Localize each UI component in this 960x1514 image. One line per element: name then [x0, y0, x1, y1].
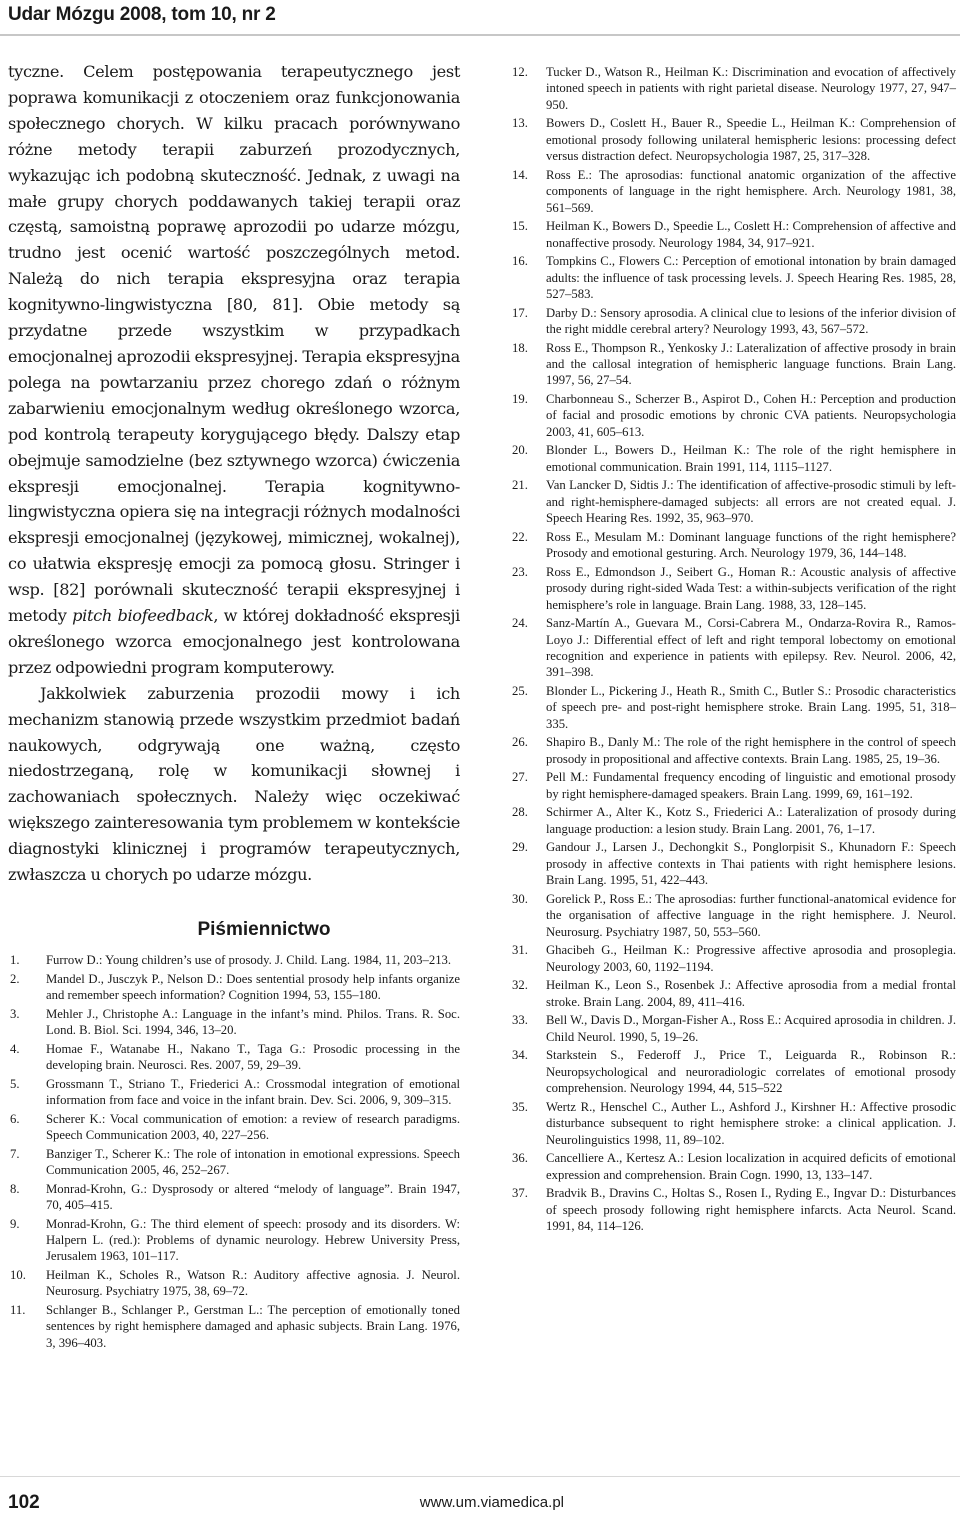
reference-text: Darby D.: Sensory aprosodia. A clinical clue to lesions of the inferior division of the right middle cerebral artery? Neurology 1993, 43, 567–572. — [546, 305, 956, 337]
reference-item — [8, 1267, 460, 1300]
reference-item — [512, 734, 956, 767]
footer-url[interactable]: www.um.viamedica.pl — [419, 1494, 564, 1511]
reference-item — [512, 64, 956, 113]
reference-text: Blonder L., Pickering J., Heath R., Smith C., Butler S.: Prosodic characteristics of speech pre- and post-right hemisphere stroke. Brain Lang. 1995, 51, 318–335. — [546, 684, 956, 731]
reference-item — [8, 971, 460, 1004]
reference-item — [512, 977, 956, 1010]
reference-item — [512, 615, 956, 681]
reference-item — [512, 891, 956, 940]
reference-item — [8, 1006, 460, 1039]
reference-item — [512, 839, 956, 888]
reference-text: Sanz-Martín A., Guevara M., Corsi-Cabrera M., Ondarza-Rovira R., Ramos-Loyo J.: Differential effect of left and right temporal lobectomy on emotional recognition and experience in patients with epilepsy. Rev. Neurol. 2006, 42, 391–398. — [546, 616, 956, 680]
reference-number: 30. — [512, 891, 528, 906]
reference-text: Bradvik B., Dravins C., Holtas S., Rosen I., Ryding E., Ingvar D.: Disturbances of speech prosody following right hemisphere infarcts. Acta Neurol. Scand. 1991, 84, 114–126. — [546, 1186, 956, 1233]
reference-text: Bell W., Davis D., Morgan-Fisher A., Ross E.: Acquired aprosodia in children. J. Child Neurol. 1990, 5, 19–26. — [546, 1013, 956, 1044]
reference-text: Wertz R., Henschel C., Auther L., Ashford J., Kirshner H.: Affective prosodic disturbance subsequent to right hemisphere stroke: a clinical application. J. Neurolinguistics 1998, 11, 89–102. — [546, 1099, 956, 1147]
reference-text: Tucker D., Watson R., Heilman K.: Discrimination and evocation of affectively intoned speech in patients with right parietal disease. Neurology 1977, 27, 947–950. — [546, 65, 956, 112]
reference-text: Monrad-Krohn, G.: The third element of speech: prosody and its disorders. W: Halpern L. (red.): Problems of dynamic neurology. Hebrew University Press, Jerusalem 1963, 101–117. — [46, 1216, 460, 1264]
reference-text: Gandour J., Larsen J., Dechongkit S., Ponglorpisit S., Khunadorn F.: Speech prosody in affective contexts in Thai patients with right hemisphere lesions. Brain Lang. 1995, 51, 422–443. — [546, 840, 956, 888]
reference-number: 34. — [512, 1048, 528, 1063]
reference-text: Charbonneau S., Scherzer B., Aspirot D., Cohen H.: Perception and production of facial and prosodic emotions by chronic CVA patients. Neuropsychologia 2003, 41, 605–613. — [546, 392, 956, 439]
reference-item — [512, 1099, 956, 1148]
reference-number: 10. — [10, 1268, 26, 1282]
para1-run-italic: pitch biofeedback — [72, 606, 214, 626]
reference-item — [512, 1150, 956, 1183]
reference-text: Ross E., Mesulam M.: Dominant language functions of the right hemisphere? Prosody and emotional gesturing. Arch. Neurology 1979, 36, 144–148. — [546, 529, 956, 561]
reference-text: Shapiro B., Danly M.: The role of the right hemisphere in the control of speech prosody in propositional and affective contexts. Brain Lang. 1985, 25, 19–36. — [546, 735, 956, 766]
reference-number: 3. — [10, 1006, 20, 1021]
reference-number: 35. — [512, 1099, 528, 1114]
reference-item — [512, 253, 956, 302]
reference-text: Heilman K., Leon S., Rosenbek J.: Affective aprosodia from a medial frontal stroke. Brain Lang. 2004, 89, 411–416. — [546, 978, 956, 1009]
para1-run-1: tyczne. Celem postępowania terapeutycznego jest poprawa komunikacji z otoczeniem oraz funkcjonowania społecznego chorych. W kilku pracach porównywano różne metody terapii zaburzeń prozodycznych, wykazując ich podobną skuteczność. Jednak, z uwagi na małe grupy chorych poddawanych takiej terapii oraz częstą, samoistną poprawę aprozodii po udarze mózgu, trudno jest ocenić wartość poszczególnych metod. Należą do nich terapia ekspresyjna oraz terapia kognitywno-lingwistyczna [80, 81]. Obie metody są przydatne przede wszystkim w przypadkach emocjonalnej aprozodii ekspresyjnej. Terapia ekspresyjna polega na powtarzaniu przez chorego zdań o różnym zabarwieniu emocjonalnym według określonego wzorca, pod kontrolą terapeuty korygującego błędy. Dalszy etap obejmuje samodzielne (bez sztywnego wzorca) ćwiczenia ekspresji emocjonalnej. Terapia kognitywno-lingwistyczna opiera się na integracji różnych modalności ekspresji emocjonalnej (językowej, mimicznej, wokalnej), co ułatwia ekspresję emocji za pomocą głosu. Stringer i wsp. [82] porównali skuteczność terapii ekspresyjnej i metody — [8, 62, 460, 626]
reference-text: Ross E., Edmondson J., Seibert G., Homan R.: Acoustic analysis of affective prosody during right-sided Wada Test: a within-subjects verification of the right hemisphere’s role in language. Brain Lang. 1988, 33, 128–145. — [546, 564, 956, 612]
reference-number: 24. — [512, 616, 528, 631]
reference-text: Tompkins C., Flowers C.: Perception of emotional intonation by brain damaged adults: the influence of task processing levels. J. Speech Hearing Res. 1985, 28, 527–583. — [546, 254, 956, 302]
reference-item — [512, 683, 956, 732]
references-heading: Piśmiennictwo — [197, 919, 331, 940]
reference-number: 32. — [512, 978, 528, 993]
reference-item — [8, 1041, 460, 1074]
page-number: 102 — [8, 1492, 40, 1513]
reference-number: 37. — [512, 1186, 528, 1201]
reference-text: Monrad-Krohn, G.: Dysprosody or altered “melody of language”. Brain 1947, 70, 405–415. — [46, 1181, 460, 1212]
reference-number: 9. — [10, 1216, 20, 1231]
reference-item — [512, 218, 956, 251]
reference-text: Schirmer A., Alter K., Kotz S., Friederici A.: Lateralization of prosody during language production: a lesion study. Brain Lang. 2001, 76, 1–17. — [546, 805, 956, 836]
reference-number: 28. — [512, 805, 528, 820]
reference-text: Heilman K., Bowers D., Speedie L., Coslett H.: Comprehension of affective and nonaffective prosody. Neurology 1984, 34, 917–921. — [546, 219, 956, 250]
reference-item — [8, 1076, 460, 1109]
reference-item — [8, 1111, 460, 1144]
reference-number: 2. — [10, 971, 20, 986]
right-column — [512, 64, 956, 1237]
reference-number: 15. — [512, 219, 528, 234]
reference-number: 26. — [512, 735, 528, 750]
reference-number: 27. — [512, 770, 528, 785]
reference-item — [512, 1185, 956, 1234]
reference-list-right — [512, 64, 956, 1234]
reference-number: 13. — [512, 116, 528, 131]
reference-item — [512, 115, 956, 164]
reference-text: Mehler J., Christophe A.: Language in the infant’s mind. Philos. Trans. R. Soc. Lond. B. Biol. Sci. 1994, 346, 13–20. — [46, 1006, 460, 1037]
reference-text: Bowers D., Coslett H., Bauer R., Speedie L., Heilman K.: Comprehension of emotional prosody following unilateral hemispheric lesions: processing defect versus distraction defect. Neuropsychologia 1987, 25, 317–328. — [546, 116, 956, 164]
reference-number: 22. — [512, 529, 528, 544]
reference-number: 33. — [512, 1013, 528, 1028]
reference-text: Scherer K.: Vocal communication of emotion: a review of research paradigms. Speech Communication 2003, 40, 227–256. — [46, 1111, 460, 1142]
reference-text: Van Lancker D, Sidtis J.: The identification of affective-prosodic stimuli by left- and right-hemisphere-damaged subjects: all errors are not created equal. J. Speech Hearing Res. 1992, 35, 963–970. — [546, 478, 956, 526]
reference-text: Pell M.: Fundamental frequency encoding of linguistic and emotional prosody by right hemisphere-damaged speakers. Brain Lang. 1999, 69, 161–192. — [546, 770, 956, 801]
reference-number: 4. — [10, 1041, 20, 1056]
reference-number: 18. — [512, 340, 528, 355]
reference-text: Ghacibeh G., Heilman K.: Progressive affective aprosodia and prosoplegia. Neurology 2003, 60, 1192–1194. — [546, 943, 956, 974]
reference-text: Grossmann T., Striano T., Friederici A.: Crossmodal integration of emotional information from face and voice in the infant brain. Dev. Sci. 2006, 9, 309–315. — [46, 1076, 460, 1107]
reference-number: 36. — [512, 1151, 528, 1166]
reference-number: 16. — [512, 254, 528, 269]
reference-item — [8, 1146, 460, 1179]
body-paragraph-1 — [8, 59, 460, 681]
reference-item — [8, 952, 460, 968]
reference-list-left — [8, 952, 460, 1351]
reference-item — [512, 340, 956, 389]
reference-item — [512, 564, 956, 613]
left-column — [8, 59, 460, 1353]
reference-number: 23. — [512, 564, 528, 579]
reference-text: Ross E., Thompson R., Yenkosky J.: Lateralization of affective prosody in brain and the callosal integration of hemispheric language functions. Brain Lang. 1997, 56, 27–54. — [546, 340, 956, 388]
reference-number: 29. — [512, 840, 528, 855]
reference-item — [512, 1012, 956, 1045]
reference-number: 19. — [512, 392, 528, 407]
reference-number: 17. — [512, 305, 528, 320]
reference-text: Cancelliere A., Kertesz A.: Lesion localization in acquired deficits of emotional expression and comprehension. Brain Cogn. 1990, 13, 133–147. — [546, 1151, 956, 1182]
reference-text: Homae F., Watanabe H., Nakano T., Taga G.: Prosodic processing in the developing brain. Neurosci. Res. 2007, 59, 29–39. — [46, 1041, 460, 1072]
reference-item — [512, 942, 956, 975]
reference-item — [512, 769, 956, 802]
reference-item — [512, 477, 956, 526]
reference-text: Blonder L., Bowers D., Heilman K.: The role of the right hemisphere in emotional communication. Brain 1991, 114, 1115–1127. — [546, 443, 956, 474]
journal-header — [0, 0, 960, 36]
reference-number: 20. — [512, 443, 528, 458]
reference-number: 8. — [10, 1181, 20, 1196]
reference-number: 5. — [10, 1076, 20, 1091]
reference-number: 1. — [10, 953, 20, 967]
reference-item — [512, 1047, 956, 1096]
reference-item — [8, 1302, 460, 1351]
reference-text: Heilman K., Scholes R., Watson R.: Auditory affective agnosia. J. Neurol. Neurosurg. Psychiatry 1975, 38, 69–72. — [46, 1268, 460, 1299]
reference-item — [512, 442, 956, 475]
reference-number: 21. — [512, 478, 528, 493]
reference-number: 11. — [10, 1303, 26, 1317]
reference-text: Starkstein S., Federoff J., Price T., Leiguarda R., Robinson R.: Neuropsychological and neuroradiologic correlates of emotional prosody comprehension. Neurology 1994, 44, 515–522 — [546, 1048, 956, 1096]
reference-item — [8, 1216, 460, 1265]
reference-number: 25. — [512, 684, 528, 699]
reference-text: Schlanger B., Schlanger P., Gerstman L.: The perception of emotionally toned sentences by right hemisphere damaged and aphasic subjects. Brain Lang. 1976, 3, 396–403. — [46, 1303, 460, 1350]
reference-item — [512, 391, 956, 440]
reference-text: Furrow D.: Young children’s use of prosody. J. Child. Lang. 1984, 11, 203–213. — [46, 953, 452, 967]
journal-title: Udar Mózgu 2008, tom 10, nr 2 — [8, 4, 276, 25]
body-paragraph-2: Jakkolwiek zaburzenia prozodii mowy i ich mechanizm stanowią przede wszystkim przedmiot badań naukowych, odgrywają one ważną, często niedostrzeganą, rolę w komunikacji słownej i zachowaniach społecznych. Należy więc oczekiwać większego zainteresowania tym problemem w kontekście diagnostyki klinicznej i programów terapeutycznych, zwłaszcza u chorych po udarze mózgu. — [8, 683, 460, 885]
reference-item — [512, 804, 956, 837]
reference-item — [512, 167, 956, 216]
reference-number: 7. — [10, 1146, 20, 1161]
reference-number: 6. — [10, 1111, 20, 1126]
reference-text: Mandel D., Jusczyk P., Nelson D.: Does sentential prosody help infants organize and remember speech information? Cognition 1994, 53, 155–180. — [46, 971, 460, 1002]
para1-run-3: , w której dokładność ekspresji określonego wzorca emocjonalnego jest kontrolowana przez odpowiedni program komputerowy. — [8, 606, 461, 677]
reference-item — [512, 305, 956, 338]
reference-number: 14. — [512, 167, 528, 182]
footer-divider — [0, 1476, 960, 1477]
reference-text: Gorelick P., Ross E.: The aprosodias: further functional-anatomical evidence for the organisation of affective language in the right hemisphere. J. Neurol. Neurosurg. Psychiatry 1987, 50, 553–560. — [546, 891, 956, 939]
reference-item — [8, 1181, 460, 1214]
reference-text: Banziger T., Scherer K.: The role of intonation in emotional expressions. Speech Communication 2005, 46, 252–267. — [46, 1146, 460, 1177]
reference-text: Ross E.: The aprosodias: functional anatomic organization of the affective components of language in the right hemisphere. Arch. Neurology 1981, 38, 561–569. — [546, 167, 956, 215]
reference-item — [512, 529, 956, 562]
reference-number: 12. — [512, 65, 528, 79]
reference-number: 31. — [512, 943, 528, 958]
